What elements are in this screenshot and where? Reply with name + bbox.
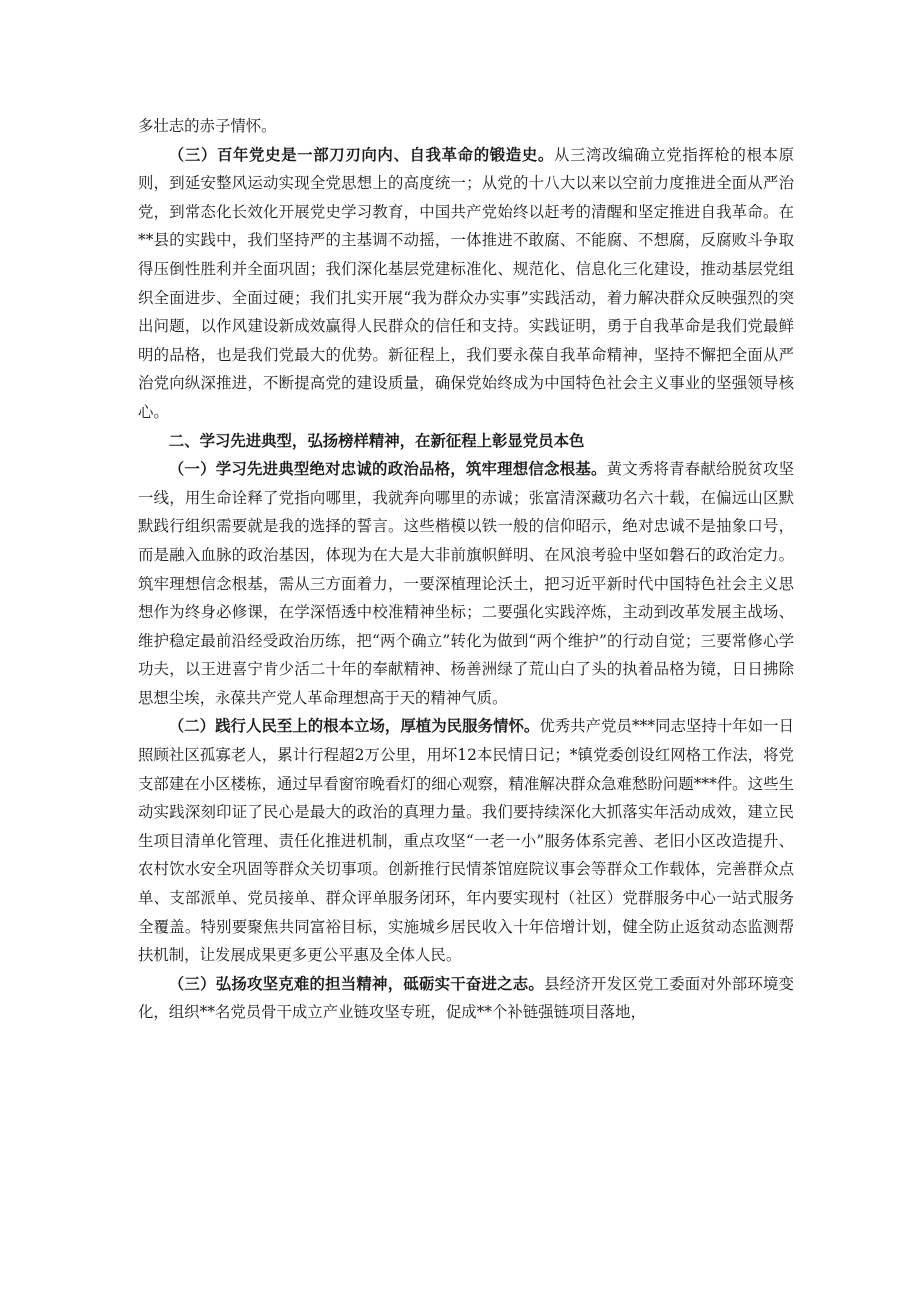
paragraph-body: 从三湾改编确立党指挥枪的根本原则，到延安整风运动实现全党思想上的高度统一；从党的十八大以来以空前力度推进全面从严治党，到常态化长效化开展党史学习教育，中国共产党始终以赶考的清醒和坚定推进自我革命。在**县的实践中，我们坚持严的主基调不动摇，一体推进不敢腐、不能腐、不想腐，反腐败斗争取得压倒性胜利并全面巩固；我们深化基层党建标准化、规范化、信息化三化建设，推动基层党组织全面进步、全面过硬；我们扎实开展“我为群众办实事”实践活动，着力解决群众反映强烈的突出问题，以作风建设新成效赢得人民群众的信任和支持。实践证明，勇于自我革命是我们党最鲜明的品格，也是我们党最大的优势。新征程上，我们要永葆自我革命精神，坚持不懈把全面从严治党向纵深推进，不断提高党的建设质量，确保党始终成为中国特色社会主义事业的坚强领导核心。: [138, 145, 794, 421]
paragraph-lead: （一）学习先进典型绝对忠诚的政治品格，筑牢理想信念根基。: [168, 460, 607, 479]
paragraph-body: 黄文秀将青春献给脱贫攻坚一线，用生命诠释了党指向哪里，我就奔向哪里的赤诚；张富清深藏功名六十载，在偏远山区默默践行组织需要就是我的选择的誓言。这些楷模以铁一般的信仰昭示，绝对忠诚不是抽象口号，而是融入血脉的政治基因，体现为在大是大非前旗帜鲜明、在风浪考验中坚如磐石的政治定力。筑牢理想信念根基，需从三方面着力，一要深植理论沃土，把习近平新时代中国特色社会主义思想作为终身必修课，在学深悟透中校准精神坐标；二要强化实践淬炼，主动到改革发展主战场、维护稳定最前沿经受政治历练，把“两个确立”转化为做到“两个维护”的行动自觉；三要常修心学功夫，以王进喜宁肯少活二十年的奉献精神、杨善洲绿了荒山白了头的执着品格为镜，日日拂除思想尘埃，永葆共产党人革命理想高于天的精神气质。: [138, 460, 794, 707]
paragraph-lead: （二）践行人民至上的根本立场，厚植为民服务情怀。: [168, 717, 540, 736]
paragraph-lead: （三）百年党史是一部刀刃向内、自我革命的锻造史。: [168, 145, 554, 164]
paragraph-body: 县经济开发区党工委面对外部环境变化，组织**名党员骨干成立产业链攻坚专班，促成**个补链强链项目落地，: [138, 974, 794, 1022]
paragraph-party-history-self-revolution: [138, 141, 794, 427]
paragraph-political-loyalty: [138, 455, 794, 712]
paragraph-body: 多壮志的赤子情怀。: [138, 117, 277, 135]
paragraph-tackling-difficulties: [138, 970, 794, 1027]
paragraph-continuation: [138, 112, 794, 141]
paragraph-people-first: [138, 712, 794, 969]
paragraph-body: 优秀共产党员***同志坚持十年如一日照顾社区孤寡老人，累计行程超2万公里，用坏12本民情日记；*镇党委创设红网格工作法，将党支部建在小区楼栋，通过早看窗帘晚看灯的细心观察，精准解决群众急难愁盼问题***件。这些生动实践深刻印证了民心是最大的政治的真理力量。我们要持续深化大抓落实年活动成效，建立民生项目清单化管理、责任化推进机制，重点攻坚“一老一小”服务体系完善、老旧小区改造提升、农村饮水安全巩固等群众关切事项。创新推行民情茶馆庭院议事会等群众工作载体，完善群众点单、支部派单、党员接单、群众评单服务闭环，年内要实现村（社区）党群服务中心一站式服务全覆盖。特别要聚焦共同富裕目标，实施城乡居民收入十年倍增计划，健全防止返贫动态监测帮扶机制，让发展成果更多更公平惠及全体人民。: [138, 717, 794, 965]
section-heading-2: 二、学习先进典型，弘扬榜样精神，在新征程上彰显党员本色: [168, 431, 585, 450]
document-page: [138, 112, 794, 1027]
paragraph-lead: （三）弘扬攻坚克难的担当精神，砥砺实干奋进之志。: [168, 974, 545, 993]
